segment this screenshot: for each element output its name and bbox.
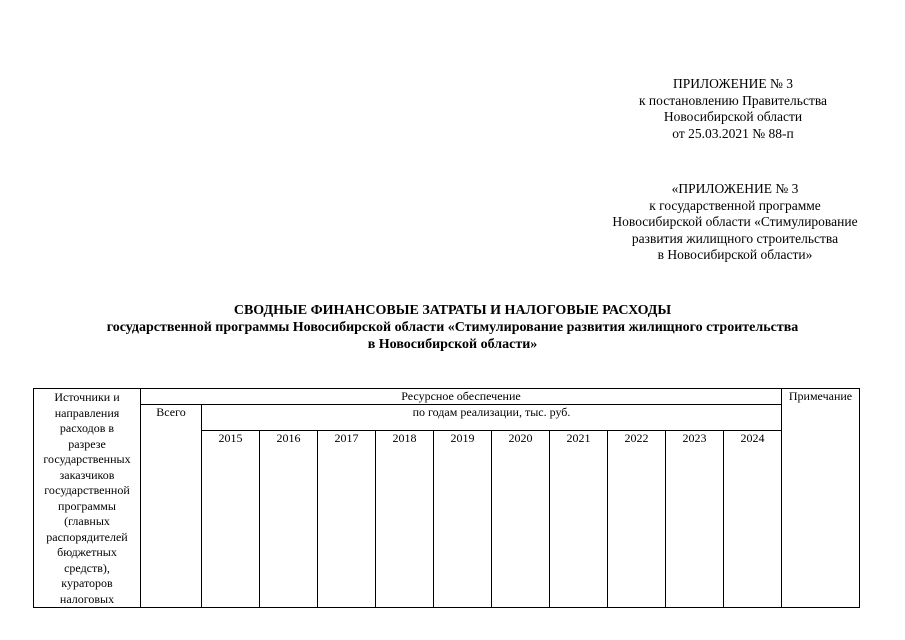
appendix-decree-line: к постановлению Правительства — [638, 92, 828, 108]
sources-header-line: (главных — [64, 514, 110, 528]
sources-header-line: налоговых — [59, 591, 115, 606]
sources-header-line: разрезе — [68, 436, 106, 451]
document-title-line3: в Новосибирской области» — [367, 337, 538, 352]
appendix-program-reference — [580, 181, 890, 264]
appendix-program-line: развития жилищного строительства — [631, 230, 839, 246]
sources-header-line: расходов в — [59, 421, 115, 435]
year-header-cell: 2020 — [492, 431, 550, 608]
year-header-cell: 2021 — [550, 431, 608, 608]
appendix-decree-reference — [603, 76, 863, 142]
appendix-program-line: в Новосибирской области» — [657, 247, 813, 262]
sources-header-line: заказчиков — [59, 467, 115, 482]
sources-header-cell — [34, 389, 141, 608]
document-title-line2: государственной программы Новосибирской области «Стимулирование развития жилищного строительства — [106, 320, 799, 335]
year-header-cell: 2024 — [724, 431, 782, 608]
total-header-cell: Всего — [141, 405, 202, 608]
sources-header-line: государственных — [43, 452, 131, 466]
sources-header-line: программы — [58, 498, 116, 513]
years-header-cell: по годам реализации, тыс. руб. — [202, 405, 782, 431]
note-header-cell: Примечание — [782, 389, 860, 608]
year-header-cell: 2018 — [376, 431, 434, 608]
appendix-program-line: Новосибирской области «Стимулирование — [612, 214, 858, 229]
financial-costs-table — [33, 388, 860, 608]
appendix-decree-line: ПРИЛОЖЕНИЕ № 3 — [672, 76, 794, 91]
year-header-cell: 2022 — [608, 431, 666, 608]
sources-header-line: распорядителей — [46, 529, 128, 544]
sources-header-line: средств), — [64, 560, 110, 575]
sources-header-line: кураторов — [61, 576, 113, 590]
resource-header-cell: Ресурсное обеспечение — [141, 389, 782, 405]
sources-header-line: Источники и — [54, 390, 120, 404]
year-header-cell: 2019 — [434, 431, 492, 608]
document-title — [0, 302, 905, 353]
sources-header-line: государственной — [44, 483, 130, 497]
year-header-cell: 2016 — [260, 431, 318, 608]
appendix-decree-line: от 25.03.2021 № 88-п — [672, 125, 794, 141]
year-header-cell: 2023 — [666, 431, 724, 608]
year-header-cell: 2017 — [318, 431, 376, 608]
sources-header-line: направления — [54, 405, 120, 420]
sources-header-line: бюджетных — [57, 545, 117, 559]
appendix-decree-line: Новосибирской области — [663, 109, 803, 124]
appendix-program-line: к государственной программе — [649, 197, 821, 213]
document-title-line1: СВОДНЫЕ ФИНАНСОВЫЕ ЗАТРАТЫ И НАЛОГОВЫЕ РАСХОДЫ — [233, 303, 672, 318]
appendix-program-line: «ПРИЛОЖЕНИЕ № 3 — [671, 181, 799, 196]
year-header-cell: 2015 — [202, 431, 260, 608]
